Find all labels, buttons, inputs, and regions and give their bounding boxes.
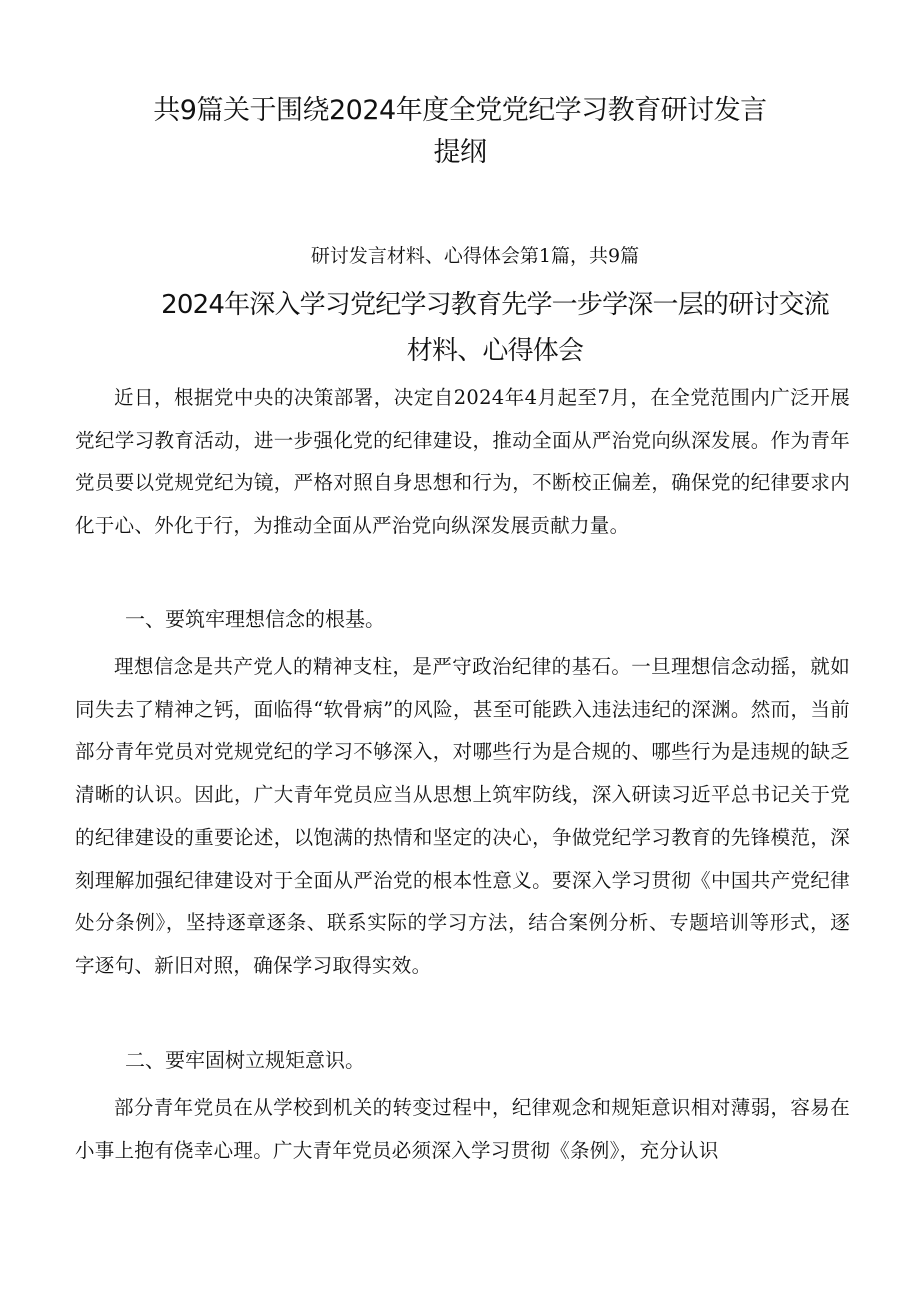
intro-paragraph: 近日，根据党中央的决策部署，决定自2024年4月起至7月，在全党范围内广泛开展党纪学习教育活动，进一步强化党的纪律建设，推动全面从严治党向纵深发展。作为青年党员要以党规党纪为镜，严格对照自身思想和行为，不断校正偏差，确保党的纪律要求内化于心、外化于行，为推动全面从严治党向纵深发展贡献力量。 [75,386,850,538]
article-title-line-1: 2024年深入学习党纪学习教育先学一步学深一层的研讨交流 [161,290,829,320]
section-1-paragraph: 理想信念是共产党人的精神支柱，是严守政治纪律的基石。一旦理想信念动摇，就如同失去了精神之钙，面临得“软骨病”的风险，甚至可能跌入违法违纪的深渊。然而，当前部分青年党员对党规党纪的学习不够深入，对哪些行为是合规的、哪些行为是违规的缺乏清晰的认识。因此，广大青年党员应当从思想上筑牢防线，深入研读习近平总书记关于党的纪律建设的重要论述，以饱满的热情和坚定的决心，争做党纪学习教育的先锋模范，深刻理解加强纪律建设对于全面从严治党的根本性意义。要深入学习贯彻《中国共产党纪律处分条例》，坚持逐章逐条、联系实际的学习方法，结合案例分析、专题培训等形式，逐字逐句、新旧对照，确保学习取得实效。 [75,655,850,977]
article-title-line-2: 材料、心得体会 [406,336,584,366]
section-2-paragraph: 部分青年党员在从学校到机关的转变过程中，纪律观念和规矩意识相对薄弱，容易在小事上抱有侥幸心理。广大青年党员必须深入学习贯彻《条例》，充分认识 [75,1096,850,1162]
section-1-heading: 一、要筑牢理想信念的根基。 [125,607,385,631]
section-2-heading: 二、要牢固树立规矩意识。 [125,1048,365,1072]
document-title [100,90,820,174]
document-title-line-2: 提纲 [433,137,487,168]
article-title [110,282,880,374]
document-title-line-1: 共9篇关于围绕2024年度全党党纪学习教育研讨发言 [153,95,767,126]
article-subtitle: 研讨发言材料、心得体会第1篇，共9篇 [310,245,640,267]
